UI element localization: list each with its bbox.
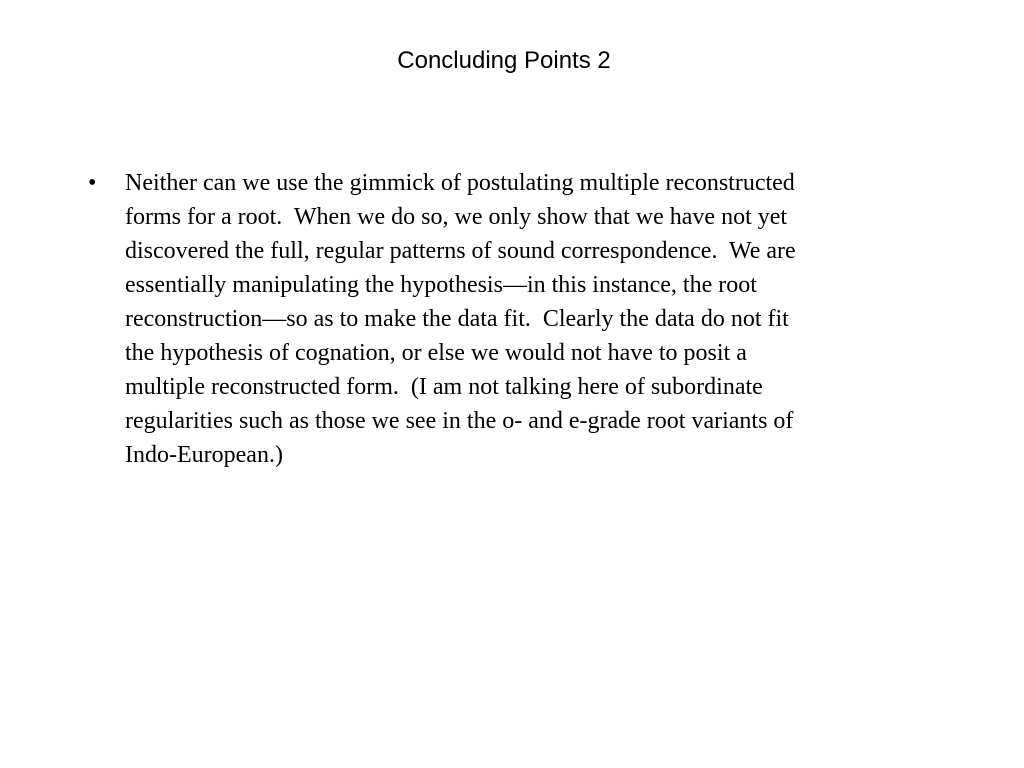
bullet-text-line: forms for a root. When we do so, we only show that we have not yet [125, 204, 788, 230]
bullet-text-line: Neither can we use the gimmick of postulating multiple reconstructed [125, 170, 795, 196]
bullet-item [86, 166, 926, 472]
bullet-text-line: discovered the full, regular patterns of sound correspondence. We are [125, 238, 796, 264]
slide-title: Concluding Points 2 [397, 47, 611, 74]
bullet-list [86, 166, 926, 472]
bullet-text-line: reconstruction—so as to make the data fit. Clearly the data do not fit [125, 306, 789, 332]
bullet-text-line: multiple reconstructed form. (I am not talking here of subordinate [125, 374, 763, 400]
bullet-dot-icon: • [88, 170, 97, 196]
bullet-text-line: regularities such as those we see in the o- and e-grade root variants of [125, 408, 794, 434]
bullet-text-line: essentially manipulating the hypothesis—in this instance, the root [125, 272, 757, 298]
bullet-text-line: the hypothesis of cognation, or else we would not have to posit a [125, 340, 747, 366]
bullet-text-line: Indo-European.) [125, 442, 283, 468]
